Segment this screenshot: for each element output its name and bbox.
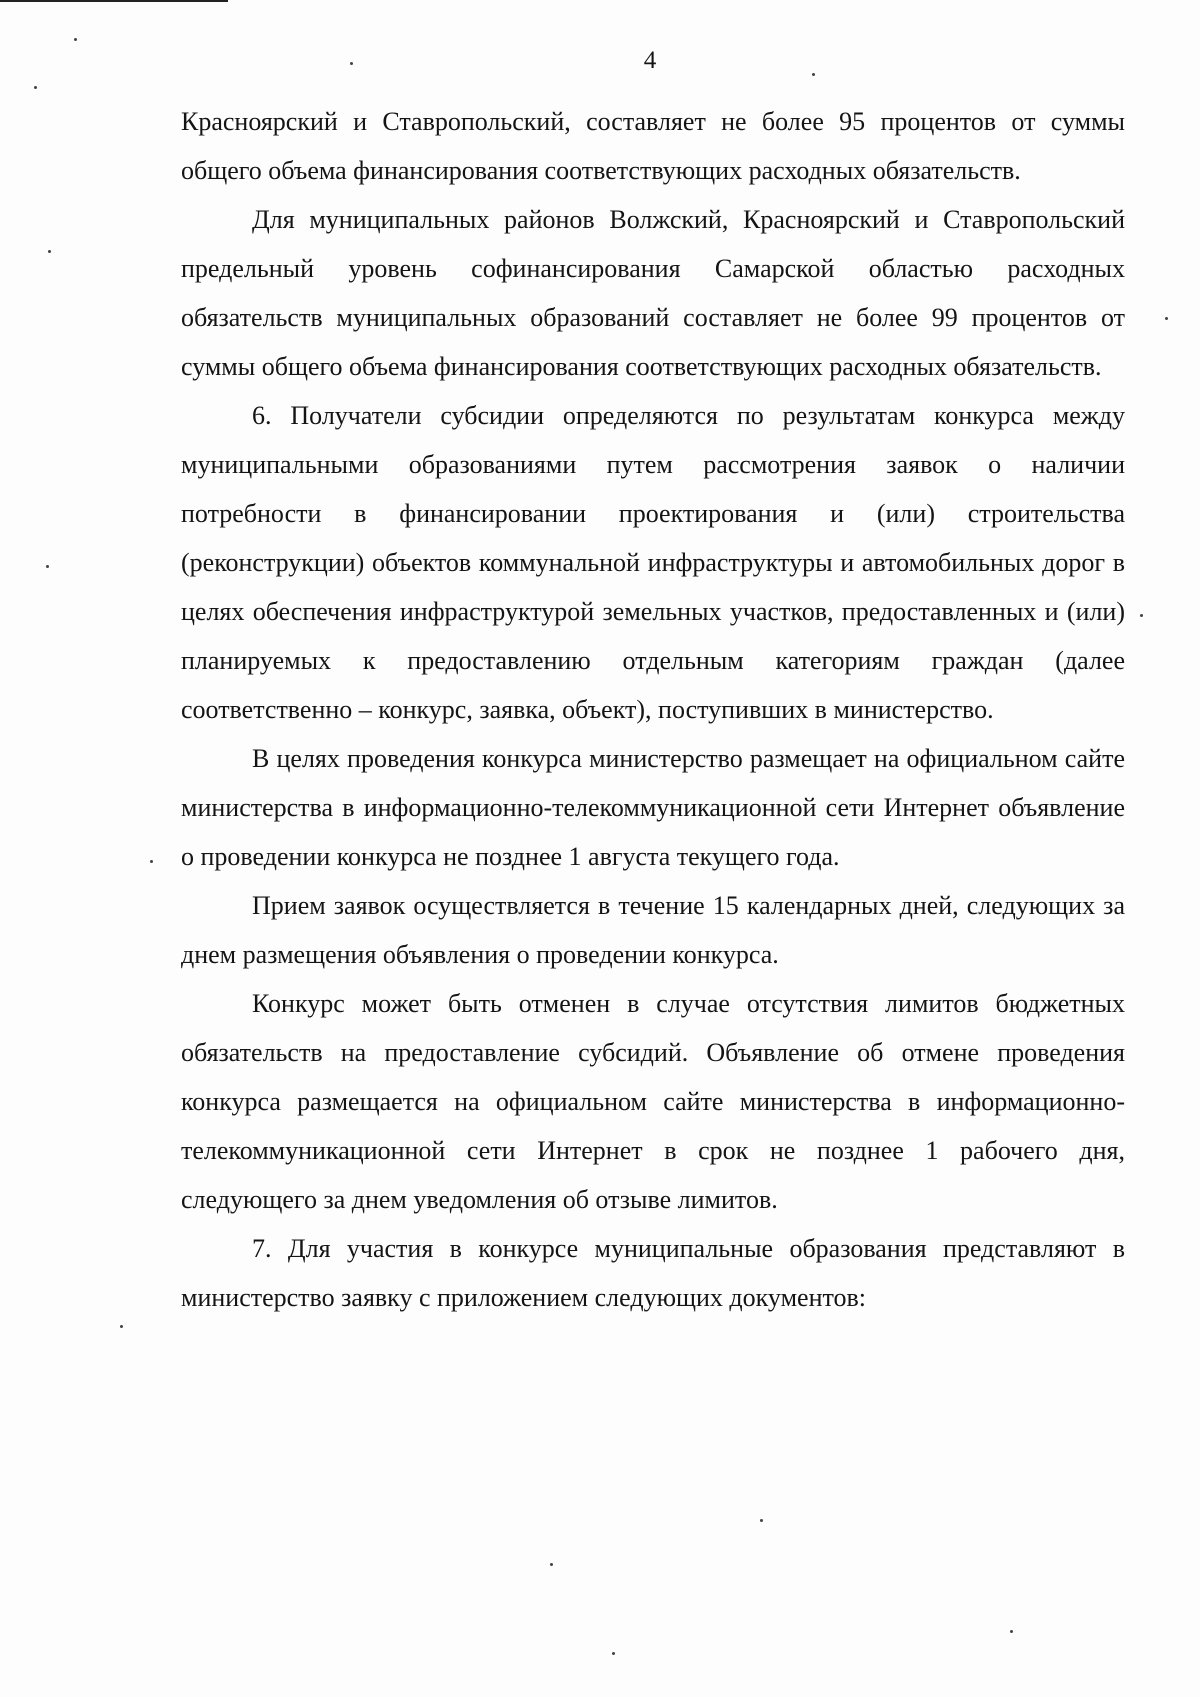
scan-speck — [48, 250, 51, 253]
scan-speck — [350, 62, 353, 65]
scan-speck — [74, 38, 77, 41]
scan-speck — [150, 860, 153, 863]
scan-speck — [120, 1325, 123, 1328]
paragraph-4: В целях проведения конкурса министерство размещает на официальном сайте министерства в информационно-телекоммуникационной сети Интернет объявление о проведении конкурса не позднее 1 августа текущего года. — [181, 744, 1125, 871]
scan-speck — [1010, 1630, 1013, 1633]
paragraph-2: Для муниципальных районов Волжский, Красноярский и Ставропольский предельный уровень софинансирования Самарской областью расходных обязательств муниципальных образований составляет не более 99 процентов от суммы общего объема финансирования соответствующих расходных обязательств. — [181, 205, 1125, 381]
scan-speck — [34, 86, 37, 89]
paragraph-7: 7. Для участия в конкурсе муниципальные образования представляют в министерство заявку с приложением следующих документов: — [181, 1234, 1125, 1312]
paragraph-6: Конкурс может быть отменен в случае отсутствия лимитов бюджетных обязательств на предоставление субсидий. Объявление об отмене проведения конкурса размещается на официальном сайте министерства в информационно-телекоммуникационной сети Интернет в срок не позднее 1 рабочего дня, следующего за днем уведомления об отзыве лимитов. — [181, 989, 1125, 1214]
scan-speck — [612, 1652, 615, 1655]
scan-speck — [812, 73, 815, 76]
scan-speck — [760, 1519, 763, 1522]
scan-speck — [46, 565, 49, 568]
scan-edge-line — [0, 0, 228, 2]
paragraph-3: 6. Получатели субсидии определяются по результатам конкурса между муниципальными образованиями путем рассмотрения заявок о наличии потребности в финансировании проектирования и (или) строительства (реконструкции) объектов коммунальной инфраструктуры и автомобильных дорог в целях обеспечения инфраструктурой земельных участков, предоставленных и (или) планируемых к предоставлению отдельным категориям граждан (далее соответственно – конкурс, заявка, объект), поступивших в министерство. — [181, 401, 1125, 724]
page-number: 4 — [643, 47, 657, 74]
scan-speck — [1165, 317, 1168, 320]
paragraph-1: Красноярский и Ставропольский, составляет не более 95 процентов от суммы общего объема финансирования соответствующих расходных обязательств. — [181, 107, 1125, 185]
document-body — [181, 97, 1125, 1322]
paragraph-5: Прием заявок осуществляется в течение 15 календарных дней, следующих за днем размещения объявления о проведении конкурса. — [181, 891, 1125, 969]
scan-speck — [550, 1563, 553, 1566]
scan-speck — [1140, 614, 1143, 617]
